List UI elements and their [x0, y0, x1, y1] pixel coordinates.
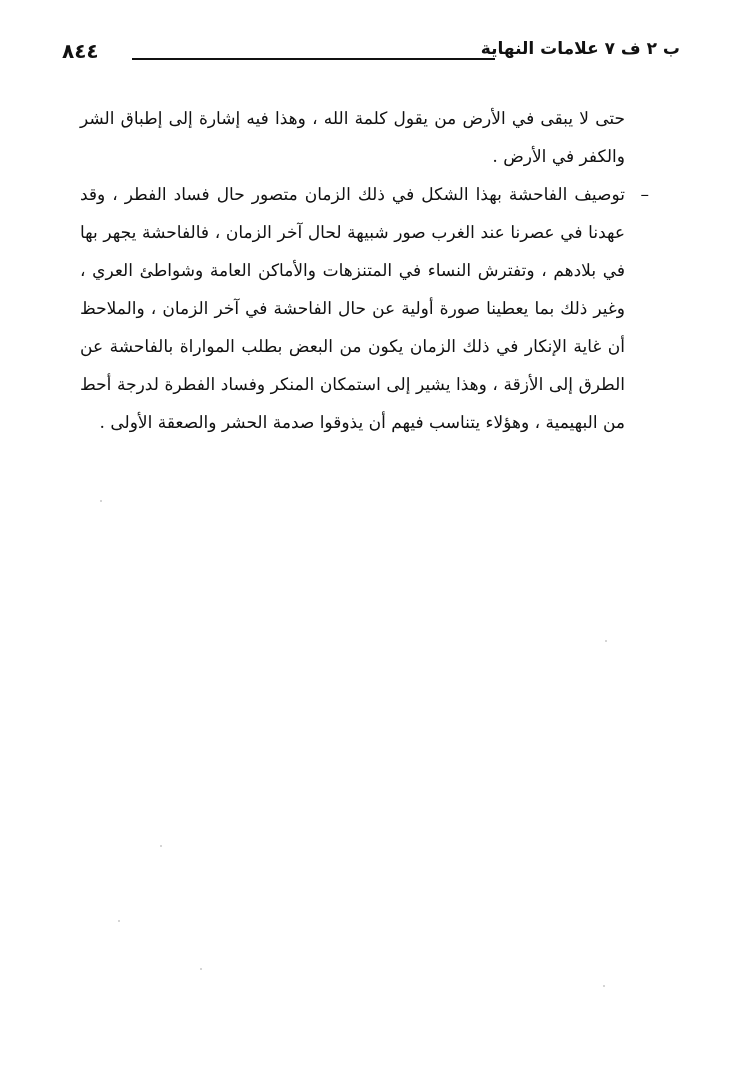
page-number: ٨٤٤	[62, 39, 99, 63]
page-header	[62, 38, 680, 68]
running-title: ب ٢ ف ٧ علامات النهاية	[480, 39, 680, 59]
paragraph: حتى لا يبقى في الأرض من يقول كلمة الله ، وهذا فيه إشارة إلى إطباق الشر والكفر في الأرض .	[80, 109, 625, 167]
body-text	[80, 100, 649, 442]
header-rule	[132, 58, 495, 60]
bullet-item	[80, 176, 649, 442]
bullet-dash: –	[640, 185, 649, 205]
bullet-text: توصيف الفاحشة بهذا الشكل في ذلك الزمان متصور حال فساد الفطر ، وقد عهدنا في عصرنا عند الغرب صور شبيهة لحال آخر الزمان ، فالفاحشة يجهر بها في بلادهم ، وتفترش النساء في المتنزهات والأماكن العامة وشواطئ العري ، وغير ذلك بما يعطينا صورة أولية عن حال الفاحشة في آخر الزمان ، والملاحظ أن غاية الإنكار في ذلك الزمان يكون من البعض بطلب المواراة بالفاحشة عن الطرق إلى الأزقة ، وهذا يشير إلى استمكان المنكر وفساد الفطرة لدرجة أحط من البهيمية ، وهؤلاء يتناسب فيهم أن يذوقوا صدمة الحشر والصعقة الأولى .	[80, 185, 625, 433]
